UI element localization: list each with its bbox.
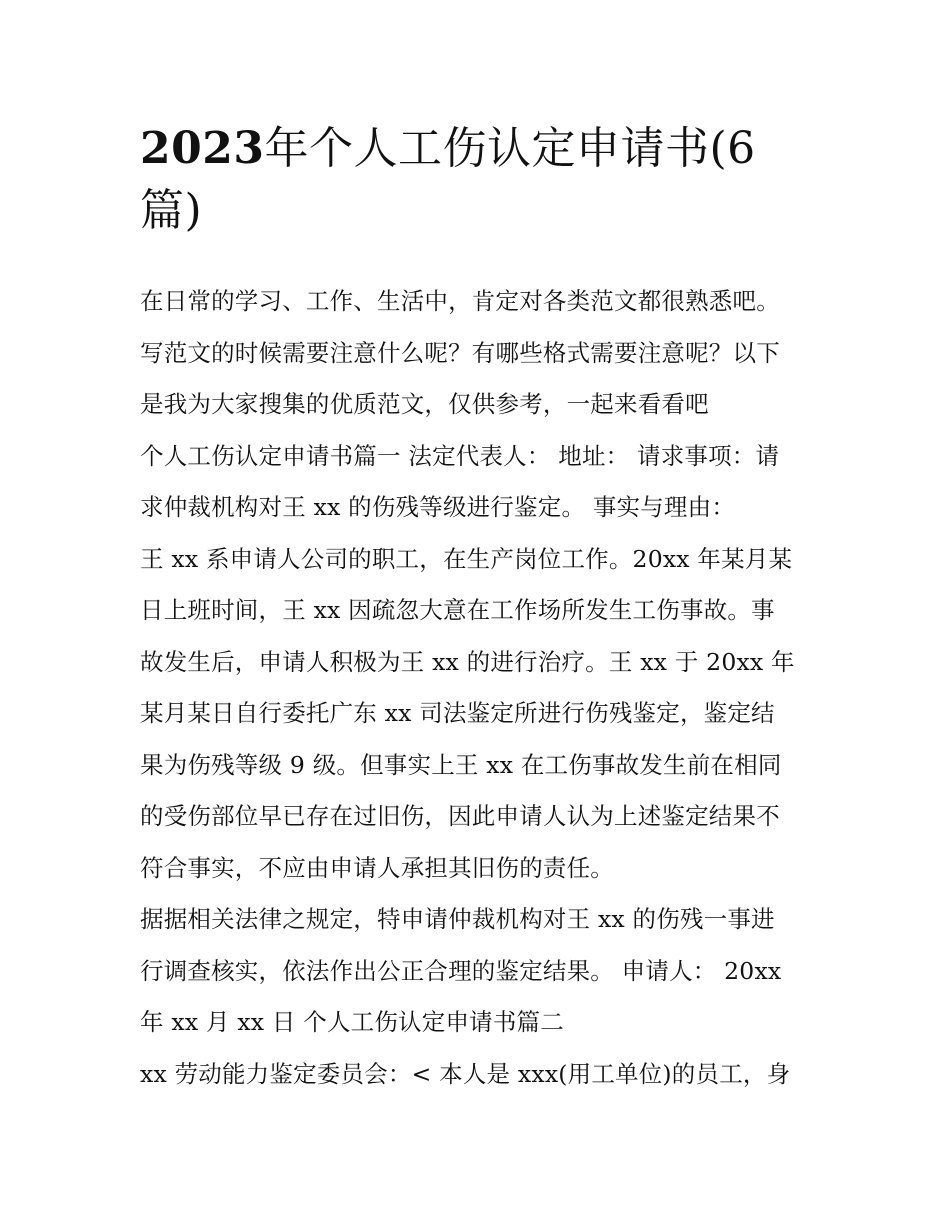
document-body [140, 276, 815, 1100]
body-line: 是我为大家搜集的优质范文，仅供参考，一起来看看吧 [140, 390, 709, 418]
body-line: 的受伤部位早已存在过旧伤，因此申请人认为上述鉴定结果不 [140, 802, 780, 830]
body-line: 故发生后，申请人积极为王 xx 的进行治疗。王 xx 于 20xx 年 [140, 647, 795, 676]
body-line: xx 劳动能力鉴定委员会：< 本人是 xxx(用工单位)的员工，身 [140, 1059, 791, 1088]
title-line1-text: 年个人工伤认定申请书(6 [264, 123, 756, 174]
body-line: 符合事实，不应由申请人承担其旧伤的责任。 [140, 853, 614, 882]
body-line: 王 xx 系申请人公司的职工，在生产岗位工作。20xx 年某月某 [140, 544, 793, 573]
body-line: 年 xx 月 xx 日 个人工伤认定申请书篇二 [140, 1008, 564, 1036]
body-line: 据据相关法律之规定，特申请仲裁机构对王 xx 的伤残一事进 [140, 905, 775, 933]
body-line: 求仲裁机构对王 xx 的伤残等级进行鉴定。 事实与理由： [140, 493, 736, 521]
body-line: 在日常的学习、工作、生活中，肯定对各类范文都很熟悉吧。 [140, 287, 780, 315]
body-line: 日上班时间，王 xx 因疏忽大意在工作场所发生工伤事故。事 [140, 596, 775, 624]
document-title [140, 118, 815, 242]
body-line: 个人工伤认定申请书篇一 法定代表人： 地址： 请求事项：请 [140, 441, 780, 470]
body-line: 写范文的时候需要注意什么呢？有哪些格式需要注意呢？以下 [140, 338, 780, 367]
title-year: 2023 [140, 123, 265, 174]
body-line: 行调查核实，依法作出公正合理的鉴定结果。 申请人： 20xx [140, 956, 782, 985]
body-line: 果为伤残等级 9 级。但事实上王 xx 在工伤事故发生前在相同 [140, 750, 782, 779]
title-line2-text: 篇) [140, 185, 203, 236]
body-line: 某月某日自行委托广东 xx 司法鉴定所进行伤残鉴定，鉴定结 [140, 699, 775, 727]
